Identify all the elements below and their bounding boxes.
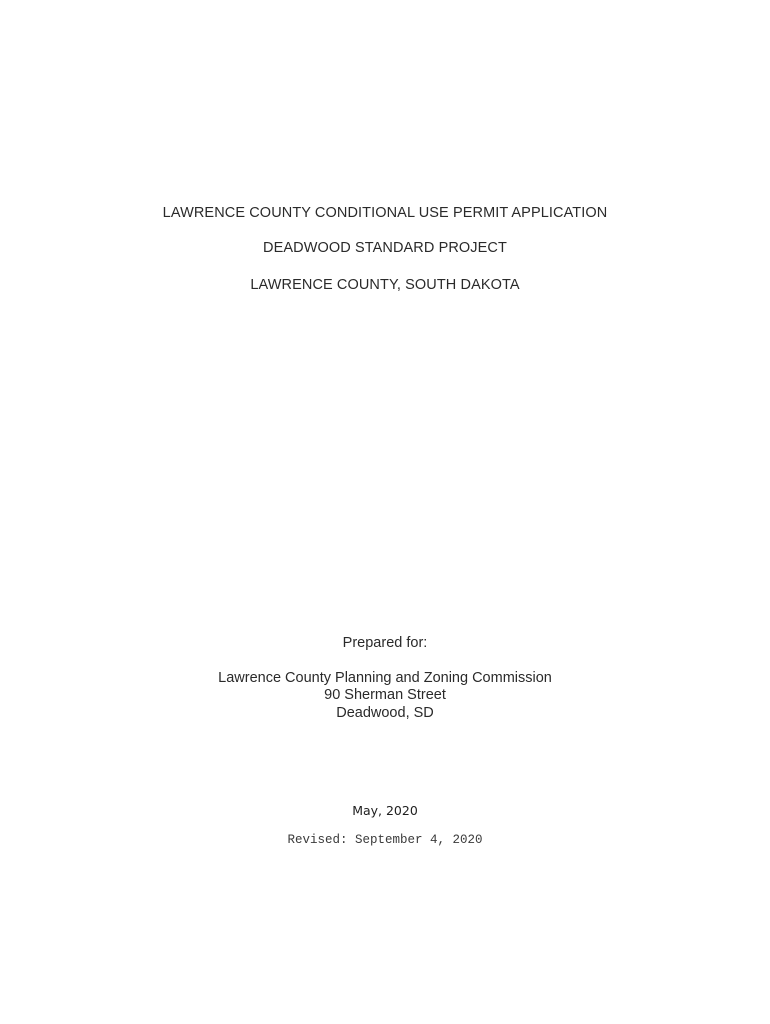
recipient-street: 90 Sherman Street [324,687,446,703]
project-name: DEADWOOD STANDARD PROJECT [263,240,507,256]
prepared-for-label: Prepared for: [342,635,428,651]
document-date: May, 2020 [352,803,418,818]
revised-date: Revised: September 4, 2020 [287,833,483,847]
recipient-name: Lawrence County Planning and Zoning Commission [218,670,552,686]
document-title: LAWRENCE COUNTY CONDITIONAL USE PERMIT APPLICATION [162,205,608,221]
recipient-city: Deadwood, SD [336,705,434,721]
project-location: LAWRENCE COUNTY, SOUTH DAKOTA [250,277,520,293]
